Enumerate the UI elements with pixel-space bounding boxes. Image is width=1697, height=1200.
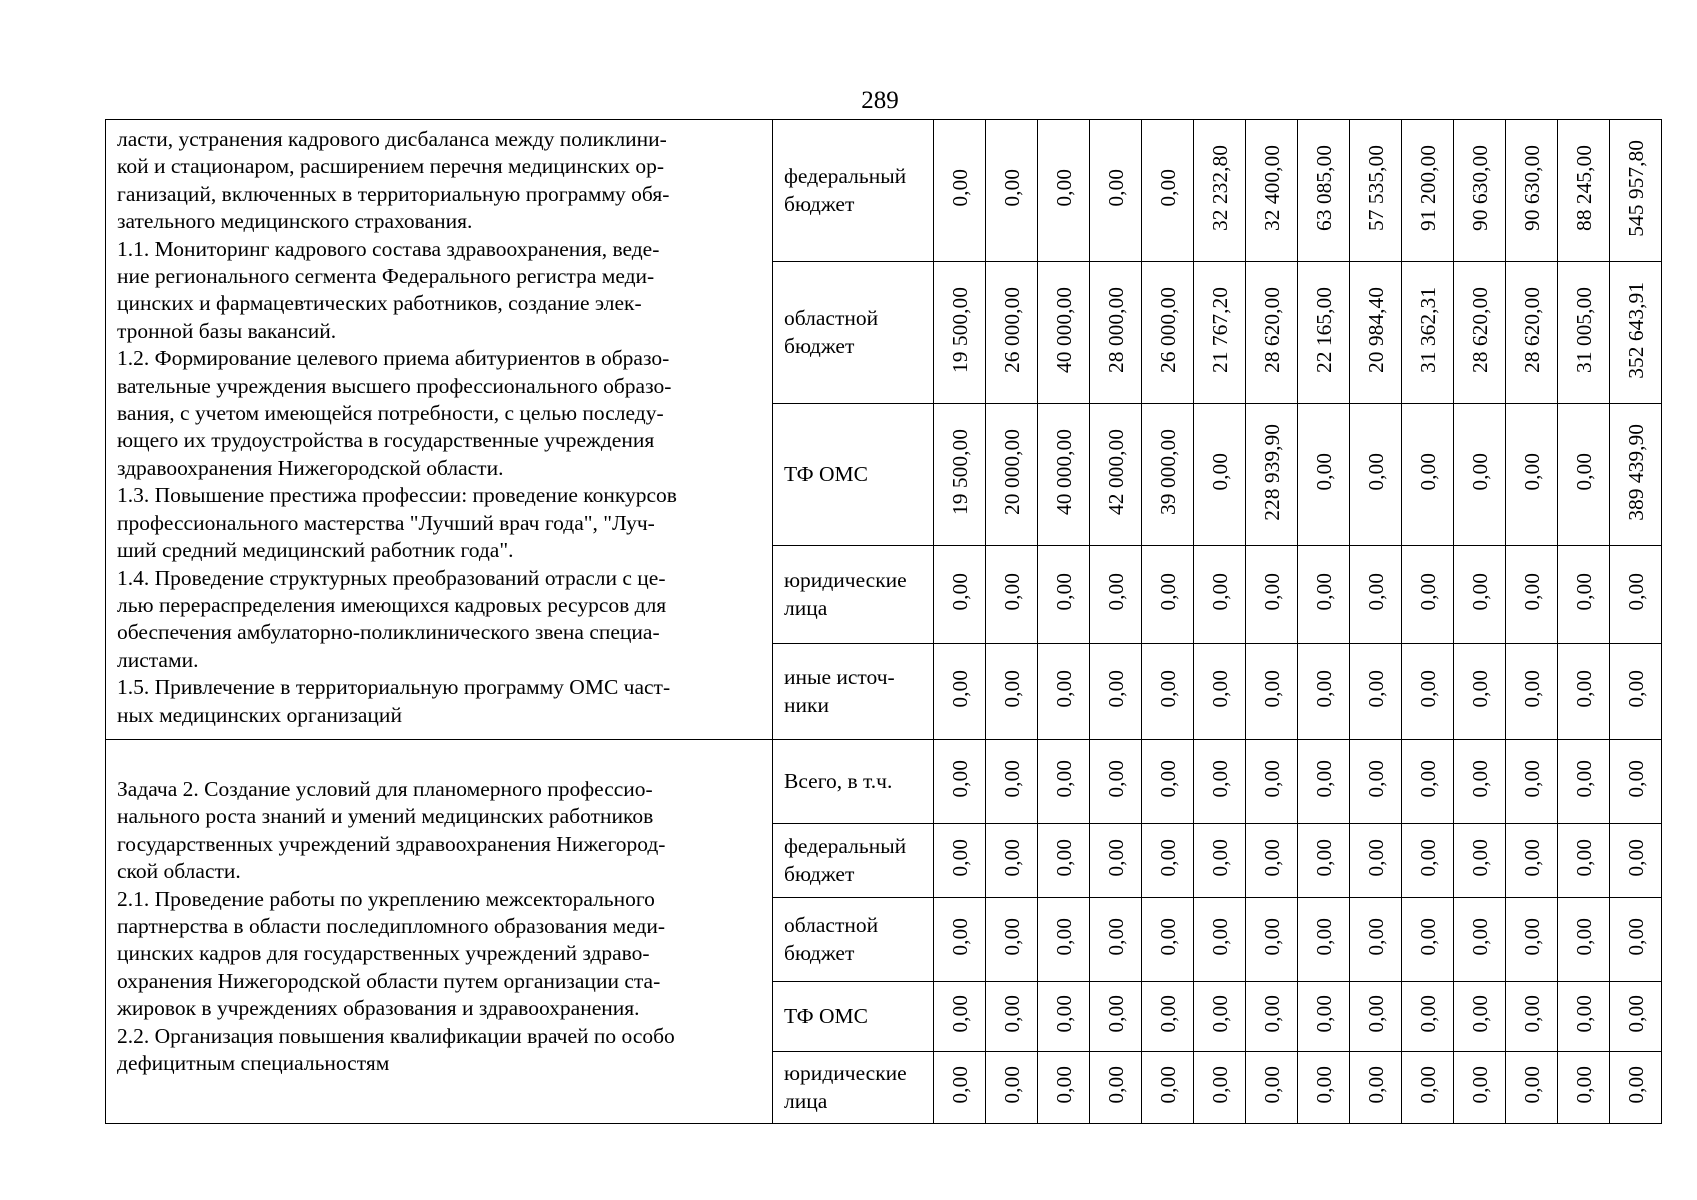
value-cell [1038,546,1090,644]
value-cell [1298,120,1350,262]
value-cell [1350,1052,1402,1124]
value-cell [1506,740,1558,824]
value-text: 0,00 [1623,918,1648,956]
value-text: 28 620,00 [1519,287,1544,373]
value-text: 26 000,00 [1155,287,1180,373]
value-cell [1142,898,1194,982]
value-text: 0,00 [1415,760,1440,798]
value-text: 389 439,90 [1623,423,1648,521]
value-cell [1246,1052,1298,1124]
value-text: 0,00 [1103,670,1128,708]
funding-source-label: ТФ ОМС [773,404,934,546]
value-cell [1298,1052,1350,1124]
value-cell [1454,824,1506,898]
value-cell [1142,824,1194,898]
value-text: 0,00 [1415,839,1440,877]
value-text: 22 165,00 [1311,287,1336,373]
value-text: 39 000,00 [1155,429,1180,515]
value-text: 0,00 [1207,995,1232,1033]
value-cell [1038,262,1090,404]
value-text: 42 000,00 [1103,429,1128,515]
value-text: 0,00 [1311,1066,1336,1104]
value-text: 0,00 [1155,995,1180,1033]
value-text: 0,00 [1311,453,1336,491]
value-text: 0,00 [1051,918,1076,956]
value-text: 0,00 [1571,918,1596,956]
value-text: 0,00 [1467,453,1492,491]
value-text: 0,00 [1259,573,1284,611]
value-cell [1090,740,1142,824]
value-text: 0,00 [1519,918,1544,956]
value-text: 0,00 [1051,839,1076,877]
value-cell [1402,262,1454,404]
value-text: 32 232,80 [1207,145,1232,231]
value-cell [1194,1052,1246,1124]
value-text: 0,00 [1259,760,1284,798]
table-body [106,120,1662,1124]
value-cell [1298,898,1350,982]
value-cell [1350,644,1402,740]
value-cell [1194,982,1246,1052]
value-cell [934,404,986,546]
value-cell [1246,644,1298,740]
value-cell [1454,898,1506,982]
value-text: 0,00 [1311,995,1336,1033]
value-cell [1038,740,1090,824]
value-cell [1610,644,1662,740]
value-text: 0,00 [947,670,972,708]
value-text: 0,00 [1051,760,1076,798]
value-text: 0,00 [1207,839,1232,877]
value-cell [1454,644,1506,740]
value-text: 0,00 [1571,1066,1596,1104]
value-text: 0,00 [1051,573,1076,611]
value-cell [1090,644,1142,740]
value-text: 0,00 [1103,995,1128,1033]
value-cell [1610,982,1662,1052]
value-text: 0,00 [1519,573,1544,611]
value-cell [1454,740,1506,824]
value-text: 0,00 [1311,670,1336,708]
value-cell [1558,898,1610,982]
value-text: 0,00 [1155,839,1180,877]
value-text: 0,00 [999,918,1024,956]
value-text: 0,00 [1623,760,1648,798]
budget-table [105,119,1662,1124]
value-cell [1246,824,1298,898]
value-cell [1610,824,1662,898]
value-cell [1558,982,1610,1052]
value-text: 0,00 [1311,573,1336,611]
value-text: 0,00 [1519,760,1544,798]
funding-source-label: областной бюджет [773,262,934,404]
value-text: 0,00 [1207,670,1232,708]
value-text: 0,00 [1207,1066,1232,1104]
table-row [106,740,1662,824]
value-text: 0,00 [1155,918,1180,956]
value-cell [986,404,1038,546]
value-cell [934,740,986,824]
value-cell [1402,120,1454,262]
value-text: 0,00 [1519,1066,1544,1104]
value-cell [1506,546,1558,644]
value-cell [1194,824,1246,898]
value-cell [986,644,1038,740]
value-cell [1350,404,1402,546]
value-text: 20 000,00 [999,429,1024,515]
value-text: 0,00 [999,670,1024,708]
value-text: 0,00 [947,169,972,207]
value-cell [1038,644,1090,740]
value-cell [934,546,986,644]
value-cell [1298,824,1350,898]
value-cell [1038,898,1090,982]
value-cell [1194,644,1246,740]
value-cell [1454,262,1506,404]
value-text: 0,00 [1415,573,1440,611]
value-text: 0,00 [1155,573,1180,611]
value-cell [1558,546,1610,644]
value-text: 19 500,00 [947,287,972,373]
funding-source-label: юридические лица [773,1052,934,1124]
task1-description: ласти, устранения кадрового дисбаланса между поликлини- кой и стационаром, расширением перечня медицинских ор- ганизаций, включенных в территориальную программу обя- зательного медицинского страхования. 1.1. Мониторинг кадрового состава здравоохранения, веде- ние регионального сегмента Федерального регистра меди- цинских и фармацевтических работников, создание элек- тронной базы вакансий. 1.2. Формирование целевого приема абитуриентов в образо- вательные учреждения высшего профессионального образо- вания, с учетом имеющейся потребности, с целью последу- ющего их трудоустройства в государственные учреждения здравоохранения Нижегородской области. 1.3. Повышение престижа профессии: проведение конкурсов профессионального мастерства "Лучший врач года", "Луч- ший средний медицинский работник года". 1.4. Проведение структурных преобразований отрасли с це- лью перераспределения имеющихся кадровых ресурсов для обеспечения амбулаторно-поликлинического звена специа- листами. 1.5. Привлечение в территориальную программу ОМС част- ных медицинских организаций [106,120,773,740]
value-cell [1558,404,1610,546]
value-cell [1194,404,1246,546]
value-text: 0,00 [999,995,1024,1033]
value-cell [986,824,1038,898]
value-cell [1610,546,1662,644]
value-cell [934,982,986,1052]
value-cell [1038,824,1090,898]
value-text: 0,00 [1519,995,1544,1033]
value-text: 0,00 [1103,839,1128,877]
value-text: 0,00 [999,839,1024,877]
value-cell [1298,740,1350,824]
value-text: 0,00 [999,1066,1024,1104]
value-cell [1558,262,1610,404]
value-cell [1090,262,1142,404]
value-text: 0,00 [1415,453,1440,491]
value-text: 0,00 [1415,918,1440,956]
value-cell [1402,404,1454,546]
value-cell [1194,740,1246,824]
value-text: 0,00 [1571,670,1596,708]
value-cell [1246,898,1298,982]
value-cell [1298,404,1350,546]
value-cell [1142,644,1194,740]
value-text: 0,00 [1259,918,1284,956]
value-cell [1246,404,1298,546]
value-text: 0,00 [947,760,972,798]
value-text: 0,00 [1467,995,1492,1033]
value-text: 28 620,00 [1259,287,1284,373]
value-cell [1610,404,1662,546]
value-cell [986,546,1038,644]
value-cell [1558,824,1610,898]
value-cell [1246,982,1298,1052]
value-cell [1558,644,1610,740]
value-text: 0,00 [1415,1066,1440,1104]
value-text: 0,00 [1207,573,1232,611]
value-cell [934,1052,986,1124]
value-text: 0,00 [1103,760,1128,798]
value-text: 0,00 [1207,918,1232,956]
value-text: 0,00 [1467,670,1492,708]
value-text: 0,00 [947,995,972,1033]
value-text: 545 957,80 [1623,139,1648,237]
value-text: 0,00 [947,573,972,611]
value-cell [1194,546,1246,644]
value-cell [1506,982,1558,1052]
funding-source-label: областной бюджет [773,898,934,982]
value-cell [1090,982,1142,1052]
value-text: 0,00 [947,1066,972,1104]
value-text: 90 630,00 [1467,145,1492,231]
funding-source-label: ТФ ОМС [773,982,934,1052]
value-cell [1506,262,1558,404]
value-cell [1610,1052,1662,1124]
value-text: 0,00 [1363,839,1388,877]
value-cell [1506,1052,1558,1124]
value-cell [1298,982,1350,1052]
value-text: 31 005,00 [1571,287,1596,373]
value-cell [1142,546,1194,644]
value-cell [1350,982,1402,1052]
value-cell [1090,404,1142,546]
funding-source-label: иные источ- ники [773,644,934,740]
value-text: 63 085,00 [1311,145,1336,231]
value-text: 0,00 [1207,453,1232,491]
value-text: 0,00 [1623,573,1648,611]
value-cell [1350,740,1402,824]
value-cell [1090,824,1142,898]
value-text: 0,00 [1363,995,1388,1033]
value-text: 0,00 [999,760,1024,798]
value-text: 0,00 [1363,918,1388,956]
value-cell [1558,120,1610,262]
value-cell [1038,1052,1090,1124]
value-text: 40 000,00 [1051,287,1076,373]
value-cell [1506,404,1558,546]
value-text: 0,00 [1051,670,1076,708]
value-text: 0,00 [1259,995,1284,1033]
value-text: 0,00 [1519,453,1544,491]
value-text: 31 362,31 [1415,287,1440,373]
value-text: 0,00 [1363,670,1388,708]
value-text: 57 535,00 [1363,145,1388,231]
value-cell [1610,262,1662,404]
value-cell [1194,898,1246,982]
value-text: 0,00 [999,169,1024,207]
value-text: 0,00 [1155,670,1180,708]
value-cell [1350,824,1402,898]
value-text: 0,00 [1623,1066,1648,1104]
value-text: 32 400,00 [1259,145,1284,231]
value-text: 0,00 [1519,670,1544,708]
value-cell [934,644,986,740]
value-text: 0,00 [1103,918,1128,956]
value-cell [986,262,1038,404]
value-cell [1350,546,1402,644]
value-cell [1454,1052,1506,1124]
value-cell [1246,546,1298,644]
value-cell [1402,898,1454,982]
value-cell [986,740,1038,824]
value-text: 28 000,00 [1103,287,1128,373]
value-cell [1402,740,1454,824]
value-text: 40 000,00 [1051,429,1076,515]
value-text: 0,00 [1103,169,1128,207]
value-text: 0,00 [1363,453,1388,491]
value-text: 0,00 [1571,760,1596,798]
value-text: 0,00 [1207,760,1232,798]
value-cell [1142,404,1194,546]
value-text: 0,00 [1467,573,1492,611]
value-text: 0,00 [1571,453,1596,491]
value-cell [1454,982,1506,1052]
value-text: 0,00 [1051,169,1076,207]
funding-source-label: юридические лица [773,546,934,644]
value-text: 0,00 [1155,169,1180,207]
value-cell [934,262,986,404]
value-text: 28 620,00 [1467,287,1492,373]
value-cell [1142,740,1194,824]
value-text: 26 000,00 [999,287,1024,373]
value-text: 0,00 [1103,573,1128,611]
value-cell [1038,404,1090,546]
funding-source-label: Всего, в т.ч. [773,740,934,824]
value-cell [1506,824,1558,898]
value-cell [1246,740,1298,824]
value-text: 0,00 [1571,839,1596,877]
value-cell [1506,644,1558,740]
value-cell [1350,898,1402,982]
page-number: 289 [861,87,899,114]
value-text: 0,00 [1467,760,1492,798]
value-text: 0,00 [1415,670,1440,708]
value-cell [1038,982,1090,1052]
value-cell [1454,404,1506,546]
value-cell [1090,898,1142,982]
value-text: 0,00 [1311,918,1336,956]
value-cell [934,120,986,262]
value-cell [1090,546,1142,644]
value-cell [1090,120,1142,262]
value-cell [1506,898,1558,982]
value-text: 0,00 [1051,1066,1076,1104]
value-cell [1558,1052,1610,1124]
value-text: 21 767,20 [1207,287,1232,373]
value-text: 0,00 [1467,839,1492,877]
value-cell [1142,1052,1194,1124]
value-cell [1246,262,1298,404]
value-text: 0,00 [1571,573,1596,611]
value-cell [1142,982,1194,1052]
value-cell [1610,740,1662,824]
funding-source-label: федеральный бюджет [773,824,934,898]
value-text: 0,00 [1259,1066,1284,1104]
value-cell [1454,546,1506,644]
value-text: 0,00 [1467,1066,1492,1104]
value-text: 0,00 [1363,760,1388,798]
value-cell [986,982,1038,1052]
value-cell [1402,1052,1454,1124]
value-cell [1194,120,1246,262]
value-text: 0,00 [1155,1066,1180,1104]
value-cell [1454,120,1506,262]
value-text: 0,00 [1311,760,1336,798]
funding-source-label: федеральный бюджет [773,120,934,262]
value-cell [1090,1052,1142,1124]
value-cell [1350,262,1402,404]
value-text: 0,00 [1623,995,1648,1033]
value-text: 0,00 [947,839,972,877]
value-text: 0,00 [1623,670,1648,708]
value-text: 228 939,90 [1259,423,1284,521]
table-row [106,120,1662,262]
value-text: 0,00 [1623,839,1648,877]
value-text: 90 630,00 [1519,145,1544,231]
value-cell [1558,740,1610,824]
value-cell [1038,120,1090,262]
value-cell [1402,644,1454,740]
value-text: 19 500,00 [947,429,972,515]
value-cell [1246,120,1298,262]
value-cell [1402,824,1454,898]
value-text: 0,00 [1571,995,1596,1033]
value-text: 91 200,00 [1415,145,1440,231]
value-cell [1610,898,1662,982]
value-text: 0,00 [999,573,1024,611]
value-text: 0,00 [1467,918,1492,956]
value-cell [1298,644,1350,740]
value-cell [1142,262,1194,404]
value-cell [1506,120,1558,262]
value-cell [934,824,986,898]
value-text: 0,00 [947,918,972,956]
value-text: 0,00 [1103,1066,1128,1104]
value-cell [1298,262,1350,404]
value-cell [1142,120,1194,262]
value-cell [1402,546,1454,644]
value-cell [1402,982,1454,1052]
value-text: 0,00 [1259,839,1284,877]
value-text: 0,00 [1363,573,1388,611]
value-text: 88 245,00 [1571,145,1596,231]
value-cell [986,1052,1038,1124]
value-cell [986,120,1038,262]
value-text: 0,00 [1155,760,1180,798]
value-cell [934,898,986,982]
task2-description: Задача 2. Создание условий для планомерного профессио- нального роста знаний и умений медицинских работников государственных учреждений здравоохранения Нижегород- ской области. 2.1. Проведение работы по укреплению межсекторального партнерства в области последипломного образования меди- цинских кадров для государственных учреждений здраво- охранения Нижегородской области путем организации ста- жировок в учреждениях образования и здравоохранения. 2.2. Организация повышения квалификации врачей по особо дефицитным специальностям [106,740,773,1124]
value-text: 0,00 [1363,1066,1388,1104]
value-text: 0,00 [1311,839,1336,877]
value-text: 20 984,40 [1363,287,1388,373]
value-cell [1350,120,1402,262]
value-cell [1194,262,1246,404]
value-cell [1610,120,1662,262]
value-text: 0,00 [1051,995,1076,1033]
value-cell [986,898,1038,982]
value-text: 352 643,91 [1623,281,1648,379]
value-cell [1298,546,1350,644]
value-text: 0,00 [1519,839,1544,877]
value-text: 0,00 [1415,995,1440,1033]
value-text: 0,00 [1259,670,1284,708]
